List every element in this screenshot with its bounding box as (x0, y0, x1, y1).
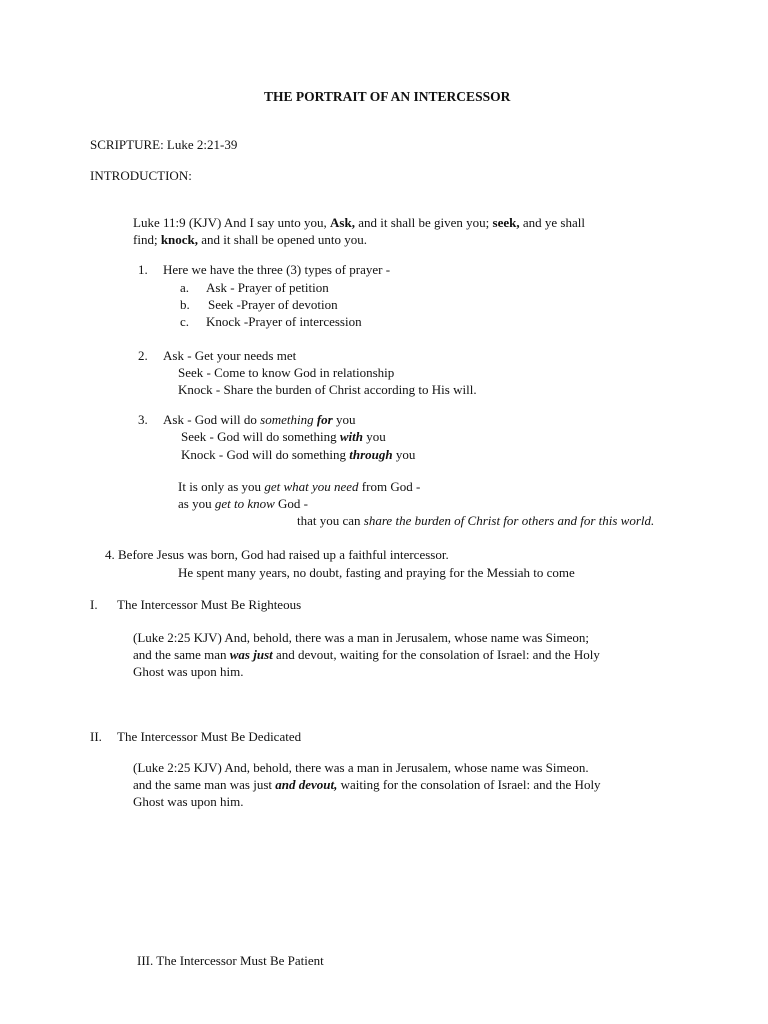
only-as-line1: It is only as you get what you need from God - (178, 479, 421, 494)
section1-quote-line2: and the same man was just and devout, waiting for the consolation of Israel: and the Holy (133, 647, 600, 662)
point2-line1: Ask - Get your needs met (163, 348, 297, 363)
section1-heading: The Intercessor Must Be Righteous (117, 597, 302, 612)
point1-item-letter: c. (180, 314, 190, 329)
introduction-heading: INTRODUCTION: (90, 168, 192, 183)
scripture-reference: SCRIPTURE: Luke 2:21-39 (90, 137, 238, 152)
point3-number: 3. (138, 412, 148, 427)
section2-heading: The Intercessor Must Be Dedicated (117, 729, 302, 744)
point1-number: 1. (138, 262, 148, 277)
section2-number: II. (90, 729, 102, 744)
point2-line2: Seek - Come to know God in relationship (178, 365, 395, 380)
section1-quote-line3: Ghost was upon him. (133, 664, 244, 679)
point1-item-letter: b. (180, 297, 190, 312)
point3-line2: Seek - God will do something with you (181, 429, 386, 444)
point2-line3: Knock - Share the burden of Christ according to His will. (178, 382, 477, 397)
point4-line1: 4. Before Jesus was born, God had raised up a faithful intercessor. (105, 547, 449, 562)
point1-item-text: Knock -Prayer of intercession (206, 314, 362, 329)
luke11-quote-line1: Luke 11:9 (KJV) And I say unto you, Ask, and it shall be given you; seek, and ye shall (133, 215, 585, 230)
section2-quote-line1: (Luke 2:25 KJV) And, behold, there was a man in Jerusalem, whose name was Simeon. (133, 760, 589, 775)
luke11-quote-line2: find; knock, and it shall be opened unto you. (133, 232, 367, 247)
page-title: THE PORTRAIT OF AN INTERCESSOR (264, 89, 511, 104)
point1-item-letter: a. (180, 280, 190, 295)
point3-line3: Knock - God will do something through you (181, 447, 416, 462)
section1-number: I. (90, 597, 98, 612)
only-as-line2: as you get to know God - (178, 496, 308, 511)
only-as-line3: that you can share the burden of Christ for others and for this world. (297, 513, 655, 528)
point4-line2: He spent many years, no doubt, fasting and praying for the Messiah to come (178, 565, 575, 580)
point3-line1: Ask - God will do something for you (163, 412, 356, 427)
point1-text: Here we have the three (3) types of prayer - (163, 262, 391, 277)
section2-quote-line3: Ghost was upon him. (133, 794, 244, 809)
section1-quote-line1: (Luke 2:25 KJV) And, behold, there was a man in Jerusalem, whose name was Simeon; (133, 630, 589, 645)
section2-quote-line2: and the same man was just and devout, waiting for the consolation of Israel: and the Holy (133, 777, 601, 792)
point1-item-text: Ask - Prayer of petition (206, 280, 329, 295)
point2-number: 2. (138, 348, 148, 363)
point1-item-text: Seek -Prayer of devotion (208, 297, 338, 312)
section3-heading: III. The Intercessor Must Be Patient (137, 953, 324, 968)
